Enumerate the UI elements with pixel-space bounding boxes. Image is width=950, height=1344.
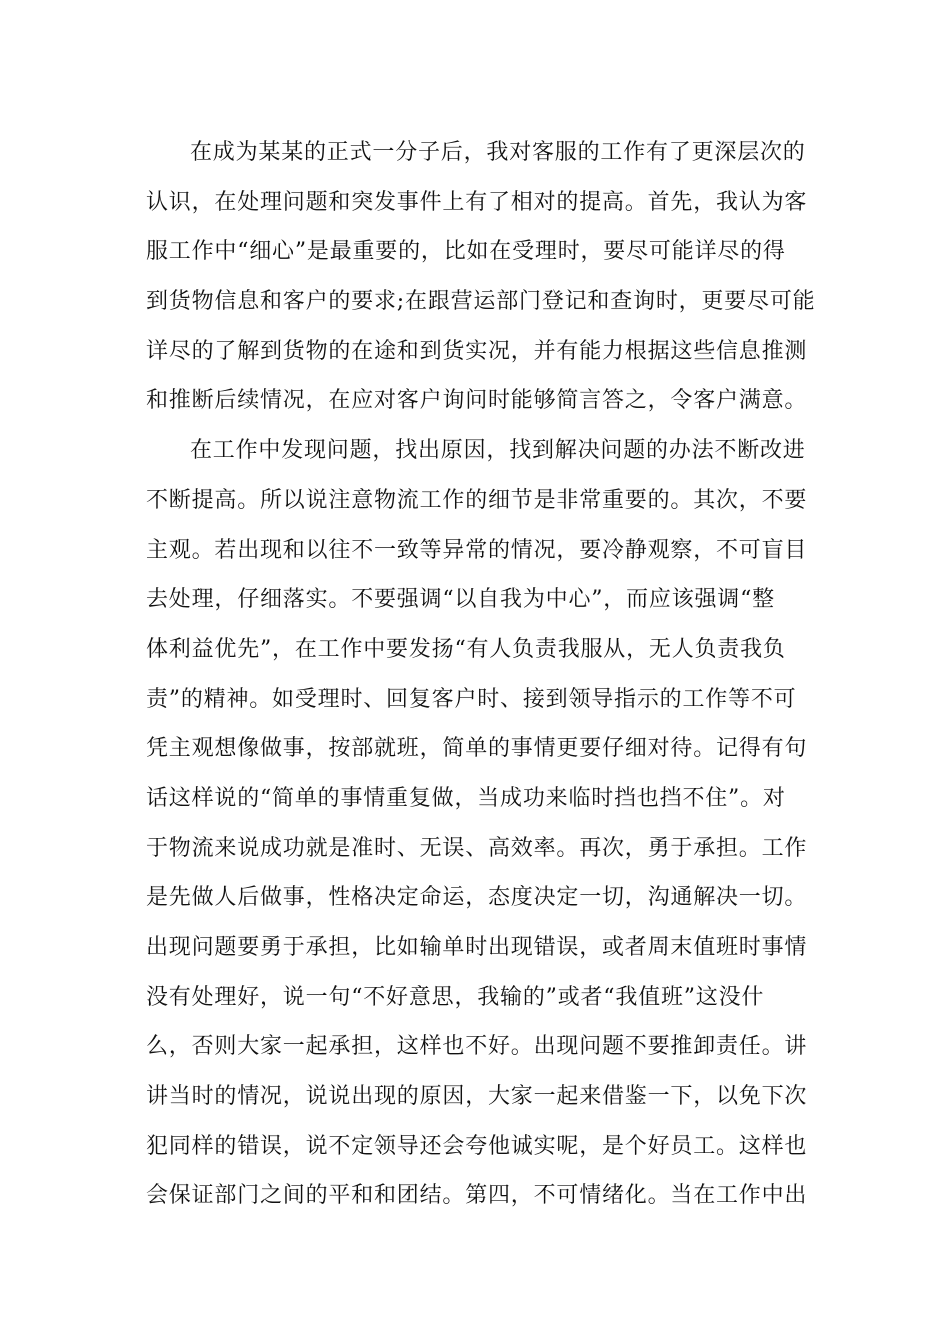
paragraph-line: 责”的精神。如受理时、回复客户时、接到领导指示的工作等不可 [146, 686, 797, 712]
paragraph-line: 到货物信息和客户的要求;在跟营运部门登记和查询时，更要尽可能 [146, 289, 816, 315]
paragraph-line: 犯同样的错误，说不定领导还会夸他诚实呢，是个好员工。这样也 [146, 1133, 808, 1159]
paragraph-line: 没有处理好，说一句“不好意思，我输的”或者“我值班”这没什 [146, 984, 765, 1010]
paragraph-line: 认识，在处理问题和突发事件上有了相对的提高。首先，我认为客 [146, 189, 808, 215]
paragraph-line: 么，否则大家一起承担，这样也不好。出现问题不要推卸责任。讲 [146, 1034, 808, 1060]
paragraph-2 [146, 426, 806, 1221]
paragraph-line: 在工作中发现问题，找出原因，找到解决问题的办法不断改进 [190, 438, 806, 464]
paragraph-line: 体利益优先”，在工作中要发扬“有人负责我服从，无人负责我负 [146, 636, 786, 662]
paragraph-line: 服工作中“细心”是最重要的，比如在受理时，要尽可能详尽的得 [146, 239, 786, 265]
paragraph-line: 出现问题要勇于承担，比如输单时出现错误，或者周末值班时事情 [146, 935, 808, 960]
paragraph-line: 不断提高。所以说注意物流工作的细节是非常重要的。其次，不要 [146, 487, 808, 513]
paragraph-line: 是先做人后做事，性格决定命运，态度决定一切，沟通解决一切。 [146, 885, 808, 911]
paragraph-line: 详尽的了解到货物的在途和到货实况，并有能力根据这些信息推测 [146, 338, 808, 364]
paragraph-line: 话这样说的“简单的事情重复做，当成功来临时挡也挡不住”。对 [146, 785, 786, 811]
paragraph-line: 主观。若出现和以往不一致等异常的情况，要冷静观察，不可盲目 [146, 537, 808, 563]
paragraph-line: 在成为某某的正式一分子后，我对客服的工作有了更深层次的 [190, 140, 806, 165]
paragraph-line: 凭主观想像做事，按部就班，简单的事情更要仔细对待。记得有句 [146, 736, 808, 762]
paragraph-line: 于物流来说成功就是准时、无误、高效率。再次，勇于承担。工作 [146, 835, 808, 861]
document-body [146, 128, 816, 1221]
paragraph-line: 去处理，仔细落实。不要强调“以自我为中心”，而应该强调“整 [146, 587, 775, 613]
paragraph-line: 讲当时的情况，说说出现的原因，大家一起来借鉴一下，以免下次 [146, 1084, 808, 1110]
paragraph-line: 和推断后续情况，在应对客户询问时能够简言答之，令客户满意。 [146, 388, 808, 414]
paragraph-1 [146, 128, 816, 426]
paragraph-line: 会保证部门之间的平和和团结。第四，不可情绪化。当在工作中出 [146, 1183, 808, 1209]
